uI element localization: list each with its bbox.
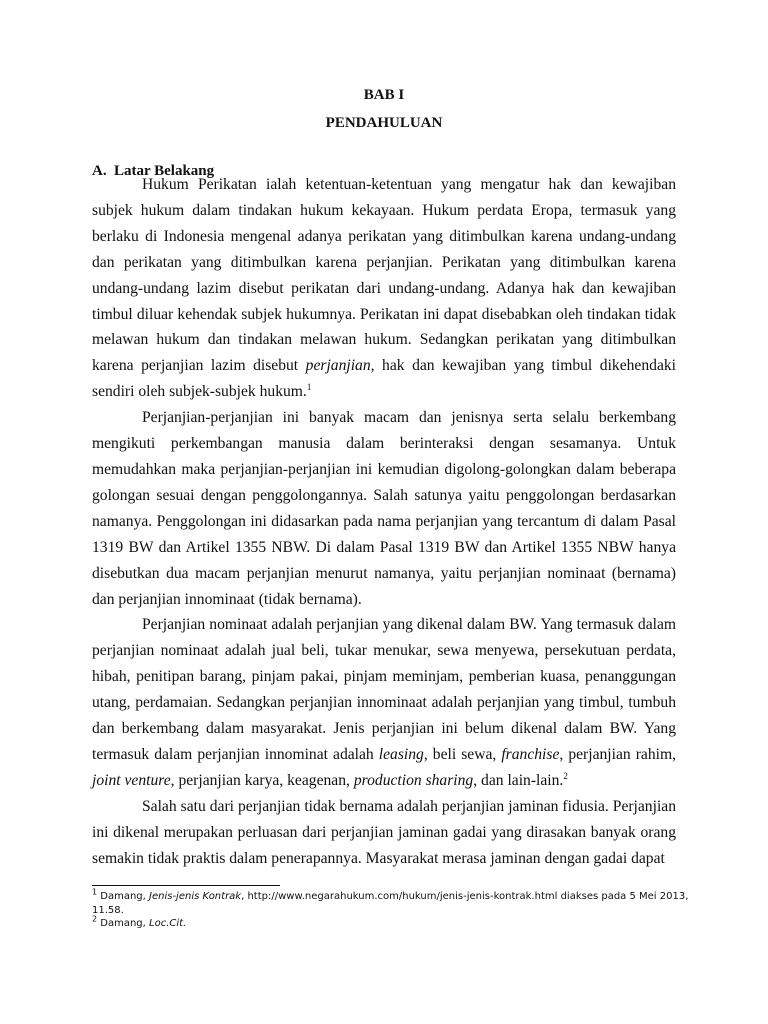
section-title: Latar Belakang [114,163,215,179]
text-run: Damang, [97,891,150,902]
text-run: hak dan kewajiban yang timbul dikehendaki sendiri oleh subjek-subjek hukum. [92,357,676,401]
chapter-heading: BAB I [363,87,405,103]
text-run: , http://www.negarahukum.com/hukum/jenis-jenis-kontrak.html diakses pada 5 Mei 2013, 11.58. [92,891,689,916]
text-run: Perjanjian nominaat adalah perjanjian yang dikenal dalam BW. Yang termasuk dalam perjanjian nominaat adalah jual beli, tukar menukar, sewa menyewa, persekutuan perdata, hibah, penitipan barang, pinjam pakai, pinjam meminjam, pemberian kuasa, penanggungan utang, perdamaian. Sedangkan perjanjian innominaat adalah perjanjian yang timbul, tumbuh dan berkembang dalam masyarakat. Jenis perjanjian ini belum dikenal dalam BW. Yang termasuk dalam perjanjian innominat adalah [92,616,676,763]
italic-term: franchise [501,745,560,763]
italic-term: Jenis-jenis Kontrak [149,891,242,902]
text-run: Salah satu dari perjanjian tidak bernama adalah perjanjian jaminan fidusia. Perjanjian ini dikenal merupakan perluasan dari perjanjian jaminan gadai yang dirasakan banyak orang semakin tidak praktis dalam penerapannya. Masyarakat merasa jaminan dengan gadai dapat [92,797,676,867]
text-run: Hukum Perikatan ialah ketentuan-ketentuan yang mengatur hak dan kewajiban subjek hukum dalam tindakan hukum kekayaan. Hukum perdata Eropa, termasuk yang berlaku di Indonesia mengenal adanya perikatan yang ditimbulkan karena undang-undang dan perikatan yang ditimbulkan karena perjanjian. Perikatan yang ditimbulkan karena undang-undang lazim disebut perikatan dari undang-undang. Adanya hak dan kewajiban timbul diluar kehendak subjek hukumnya. Perikatan ini dapat disebabkan oleh tindakan tidak melawan hukum dan tindakan melawan hukum. Sedangkan perikatan yang ditimbulkan karena perjanjian lazim disebut [92,176,676,375]
chapter-title: PENDAHULUAN [325,115,443,131]
document-body [92,172,676,871]
footnotes [92,887,692,931]
italic-term: joint venture [92,771,171,789]
footnote [92,914,692,931]
text-run: , perjanjian rahim, [559,745,676,763]
text-run: , dan lain-lain. [473,771,564,789]
footnote-ref: 2 [563,770,568,781]
text-run: Damang, [97,918,150,929]
footnote [92,887,692,917]
footnote-ref: 1 [92,887,98,897]
paragraph [92,172,676,405]
footnote-divider [92,885,280,886]
text-run: Perjanjian-perjanjian ini banyak macam dan jenisnya serta selalu berkembang mengikuti perkembangan manusia dalam berinteraksi dengan sesamanya. Untuk memudahkan maka perjanjian-perjanjian ini kemudian digolong-golongkan dalam beberapa golongan sesuai dengan penggolongannya. Salah satunya yaitu penggolongan berdasarkan namanya. Penggolongan ini didasarkan pada nama perjanjian yang tercantum di dalam Pasal 1319 BW dan Artikel 1355 NBW. Di dalam Pasal 1319 BW dan Artikel 1355 NBW hanya disebutkan dua macam perjanjian menurut namanya, yaitu perjanjian nominaat (bernama) dan perjanjian innominaat (tidak bernama). [92,409,676,608]
italic-term: leasing [378,745,424,763]
text-run: , beli sewa, [423,745,502,763]
paragraph [92,612,676,793]
paragraph [92,405,676,612]
text-run: , perjanjian karya, keagenan, [170,771,354,789]
italic-term: Loc.Cit. [149,918,187,929]
footnote-ref: 1 [306,382,312,393]
italic-term: production sharing [353,771,474,789]
footnote-ref: 2 [92,914,98,924]
section-number: A. [92,163,107,179]
paragraph [92,794,676,872]
italic-term: perjanjian, [305,357,375,375]
